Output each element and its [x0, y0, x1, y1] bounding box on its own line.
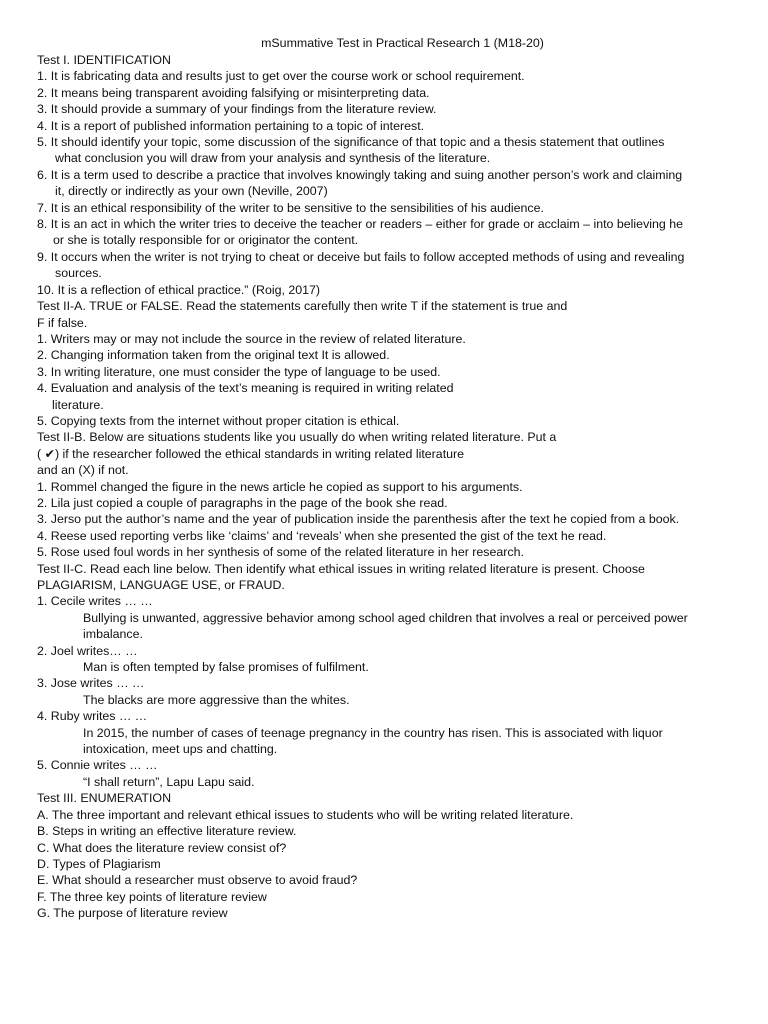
question-item: 7. It is an ethical responsibility of the writer to be sensitive to the sensibilities of his audience. — [37, 200, 544, 215]
section-heading: Test I. IDENTIFICATION — [37, 53, 172, 67]
section-instructions: F if false. — [37, 315, 88, 330]
section-instructions: ( ✔) if the researcher followed the ethical standards in writing related literature — [37, 446, 465, 461]
question-item-continuation: what conclusion you will draw from your analysis and synthesis of the literature. — [55, 151, 491, 166]
question-item: 4. It is a report of published information pertaining to a topic of interest. — [37, 118, 425, 133]
question-item: 4. Reese used reporting verbs like ‘claims’ and ‘reveals’ when she presented the gist of the text he read. — [37, 528, 607, 543]
question-item: 3. In writing literature, one must consider the type of language to be used. — [37, 364, 441, 379]
section-heading: Test II-B. Below are situations students like you usually do when writing related literature. Put a — [37, 430, 557, 445]
question-item: B. Steps in writing an effective literature review. — [37, 824, 297, 839]
section-identification — [37, 52, 748, 298]
question-item: D. Types of Plagiarism — [37, 856, 161, 871]
question-item-continuation: it, directly or indirectly as your own (Neville, 2007) — [55, 184, 328, 199]
question-item: 9. It occurs when the writer is not trying to cheat or deceive but fails to follow accepted methods of using and revealing — [37, 249, 685, 264]
question-item-continuation: sources. — [55, 266, 102, 281]
section-enumeration — [37, 790, 748, 921]
question-item: 10. It is a reflection of ethical practice.” (Roig, 2017) — [37, 282, 321, 297]
page-title: mSummative Test in Practical Research 1 (M18-20) — [261, 36, 544, 50]
section-heading — [37, 298, 748, 314]
question-item: F. The three key points of literature review — [37, 889, 267, 904]
quoted-text: Bullying is unwanted, aggressive behavior among school aged children that involves a real or perceived power — [83, 610, 688, 625]
question-item: 3. It should provide a summary of your findings from the literature review. — [37, 102, 437, 117]
quoted-text: intoxication, meet ups and chatting. — [83, 742, 278, 757]
section-instructions: PLAGIARISM, LANGUAGE USE, or FRAUD. — [37, 578, 285, 592]
section-ethical-standards — [37, 429, 748, 560]
question-item: 5. Connie writes … … — [37, 758, 158, 773]
question-item-continuation: or she is totally responsible for or originator the content. — [53, 233, 359, 248]
question-item: G. The purpose of literature review — [37, 906, 228, 921]
question-item: 5. Rose used foul words in her synthesis of some of the related literature in her research. — [37, 545, 524, 560]
section-ethical-issues — [37, 561, 748, 791]
question-item: 1. Cecile writes … … — [37, 594, 153, 609]
question-item: 4. Evaluation and analysis of the text’s meaning is required in writing related — [37, 381, 454, 396]
quoted-text: In 2015, the number of cases of teenage pregnancy in the country has risen. This is associated with liquor — [83, 725, 663, 740]
question-item: E. What should a researcher must observe to avoid fraud? — [37, 873, 358, 888]
question-item: 1. Writers may or may not include the source in the review of related literature. — [37, 331, 466, 346]
section-heading: Test III. ENUMERATION — [37, 791, 172, 806]
question-item: 3. Jerso put the author’s name and the year of publication inside the parenthesis after the text he copied from a book. — [37, 512, 680, 527]
question-item: 5. Copying texts from the internet without proper citation is ethical. — [37, 413, 400, 428]
question-item: 4. Ruby writes … … — [37, 709, 148, 724]
section-instructions: Read the statements carefully then write T if the statement is true and — [182, 299, 568, 314]
question-item-continuation: literature. — [52, 397, 104, 412]
quoted-text: imbalance. — [83, 627, 143, 642]
question-item: C. What does the literature review consist of? — [37, 840, 287, 855]
question-item: 2. It means being transparent avoiding falsifying or misinterpreting data. — [37, 85, 430, 100]
question-item: A. The three important and relevant ethical issues to students who will be writing related literature. — [37, 807, 574, 822]
question-item: 2. Lila just copied a couple of paragraphs in the page of the book she read. — [37, 495, 448, 510]
question-item: 2. Changing information taken from the original text It is allowed. — [37, 348, 390, 363]
question-item: 8. It is an act in which the writer tries to deceive the teacher or readers – either for grade or acclaim – into believing he — [37, 217, 684, 232]
question-item: 2. Joel writes… … — [37, 643, 138, 658]
section-heading-bold: Test II-A. TRUE or FALSE. — [37, 299, 183, 314]
question-item: 3. Jose writes … … — [37, 676, 145, 691]
question-item: 1. Rommel changed the figure in the news article he copied as support to his arguments. — [37, 479, 523, 494]
quoted-text: “I shall return”, Lapu Lapu said. — [83, 774, 255, 789]
section-true-or-false — [37, 298, 748, 429]
quoted-text: Man is often tempted by false promises of fulfilment. — [83, 660, 369, 675]
question-item: 6. It is a term used to describe a practice that involves knowingly taking and suing another person’s work and claiming — [37, 167, 683, 182]
section-instructions: and an (X) if not. — [37, 463, 129, 478]
question-item: 1. It is fabricating data and results just to get over the course work or school requirement. — [37, 69, 525, 84]
section-heading: Test II-C. Read each line below. Then identify what ethical issues in writing related literature is present. Choose — [37, 561, 645, 576]
quoted-text: The blacks are more aggressive than the whites. — [83, 692, 350, 707]
question-item: 5. It should identify your topic, some discussion of the significance of that topic and a thesis statement that outlines — [37, 135, 665, 150]
